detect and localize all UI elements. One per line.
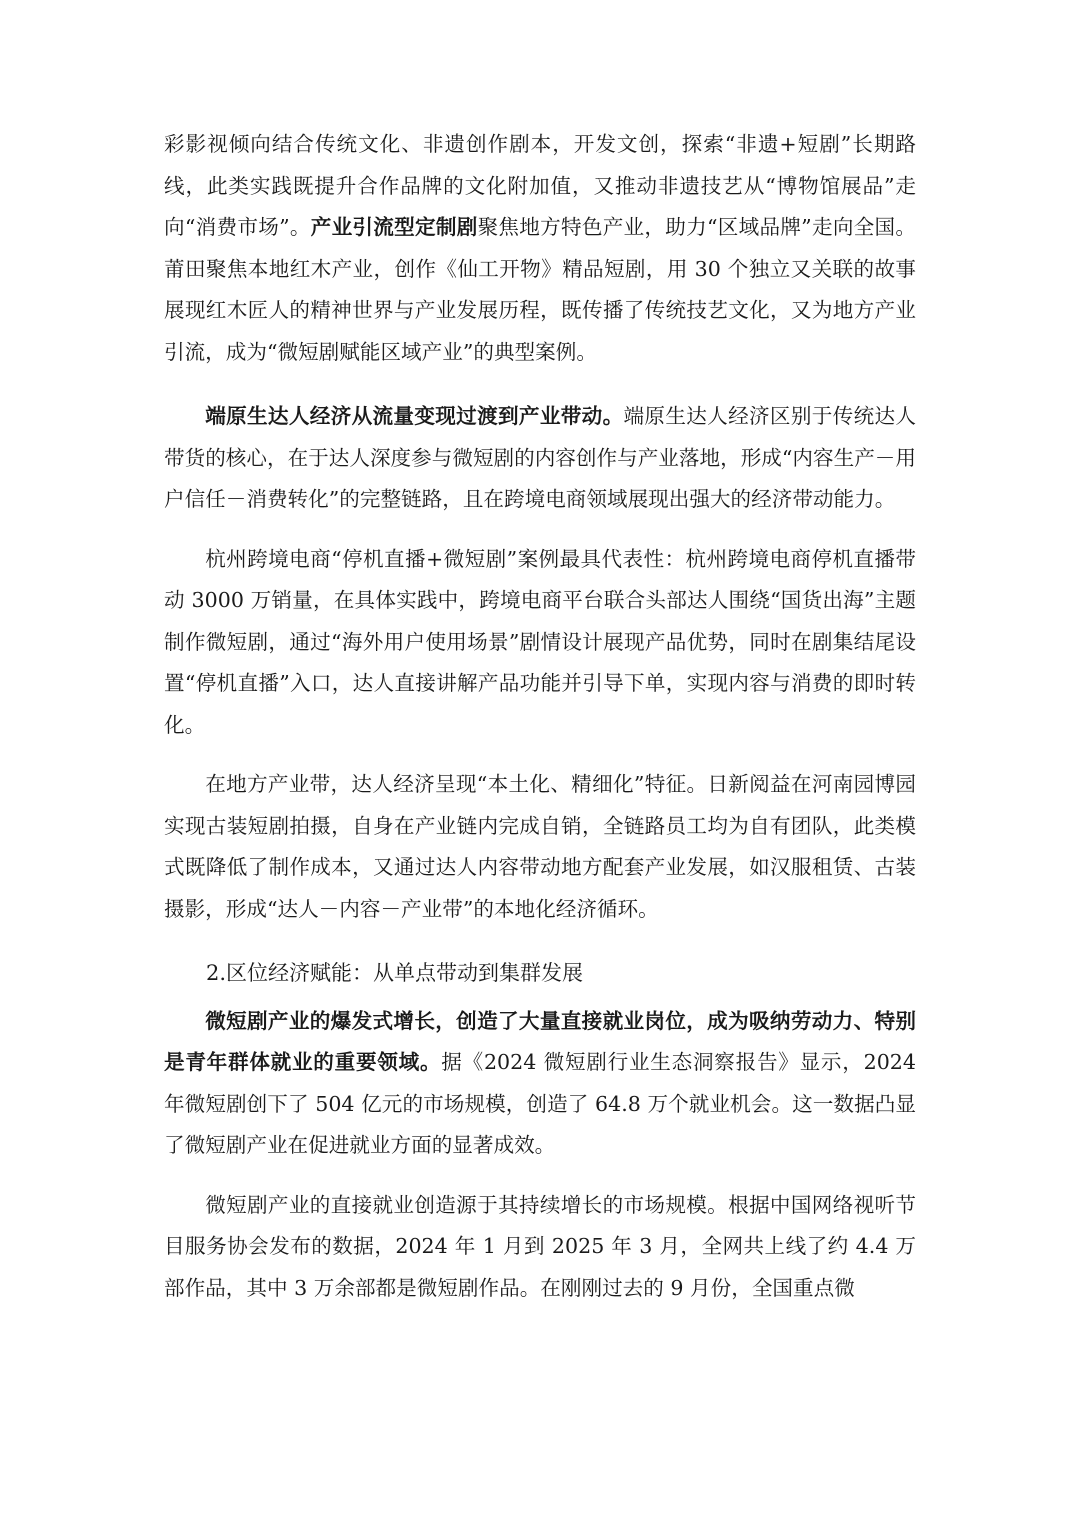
bold-phrase: 产业引流型定制剧 [310, 215, 478, 239]
text-run: 端原生达人经济区别于传统达人带货的核心，在于达人深度参与微短剧的内容创作与产业落地，形成“内容生产－用户信任－消费转化”的完整链路，且在跨境电商领域展现出强大的经济带动能力。 [164, 404, 916, 511]
text-run: 在地方产业带，达人经济呈现“本土化、精细化”特征。日新阅益在河南园博园实现古装短剧拍摄，自身在产业链内完成自销，全链路员工均为自有团队，此类模式既降低了制作成本，又通过达人内容带动地方配套产业发展，如汉服租赁、古装摄影，形成“达人－内容－产业带”的本地化经济循环。 [164, 772, 916, 921]
text-run: 聚焦地方特色产业，助力“区域品牌”走向全国。莆田聚焦本地红木产业，创作《仙工开物》精品短剧，用 30 个独立又关联的故事展现红木匠人的精神世界与产业发展历程，既传播了传统技艺文化，又为地方产业引流，成为“微短剧赋能区域产业”的典型案例。 [164, 215, 916, 364]
paragraph-hangzhou-case [164, 539, 916, 747]
paragraph-employment [164, 1001, 916, 1167]
paragraph-local-industry [164, 764, 916, 930]
paragraph-creator-economy [164, 396, 916, 521]
section-heading: 2.区位经济赋能：从单点带动到集群发展 [206, 961, 584, 985]
bold-lead-sentence: 端原生达人经济从流量变现过渡到产业带动。 [205, 404, 624, 428]
text-run: 彩影视倾向结合传统文化、非遗创作剧本，开发文创，探索“非遗+短剧”长期路线，此类实践既提升合作品牌的文化附加值，又推动非遗技艺从“博物馆展品”走向“消费市场”。 [164, 132, 916, 239]
paragraph-market-scale [164, 1185, 916, 1310]
bold-lead-sentence: 微短剧产业的爆发式增长，创造了大量直接就业岗位，成为吸纳劳动力、特别是青年群体就业的重要领域。 [164, 1008, 916, 1074]
paragraph-cultural-ip [164, 124, 916, 373]
text-run: 据《2024 微短剧行业生态洞察报告》显示，2024 年微短剧创下了 504 亿元的市场规模，创造了 64.8 万个就业机会。这一数据凸显了微短剧产业在促进就业方面的显著成效。 [164, 1050, 916, 1157]
text-run: 微短剧产业的直接就业创造源于其持续增长的市场规模。根据中国网络视听节目服务协会发布的数据，2024 年 1 月到 2025 年 3 月，全网共上线了约 4.4 万部作品，其中 3 万余部都是微短剧作品。在刚刚过去的 9 月份，全国重点微 [164, 1192, 916, 1300]
text-run: 杭州跨境电商“停机直播+微短剧”案例最具代表性：杭州跨境电商停机直播带动 3000 万销量，在具体实践中，跨境电商平台联合头部达人围绕“国货出海”主题制作微短剧，通过“海外用户使用场景”剧情设计展现产品优势，同时在剧集结尾设置“停机直播”入口，达人直接讲解产品功能并引导下单，实现内容与消费的即时转化。 [164, 546, 916, 737]
document-body [164, 124, 916, 1309]
